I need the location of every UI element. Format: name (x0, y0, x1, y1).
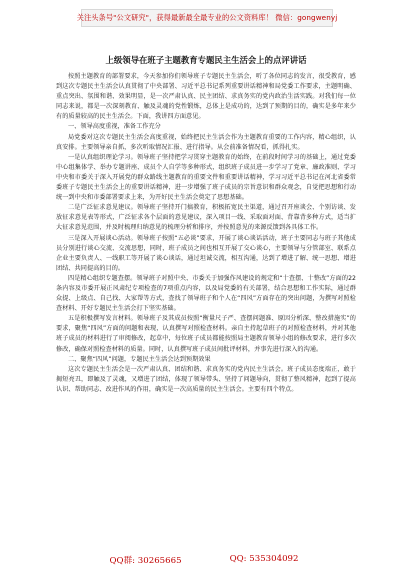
qq-group-number: QQ群: 30265665 (109, 556, 182, 566)
contact-footer (0, 554, 408, 566)
paragraph: 二是广泛征求意见建议。领导班子坚持开门搞教育，积极拓宽民主渠道，通过召开座谈会、个别访谈、发放征求意见表等形式，广泛征求各个层面的意见建议，深入项目一线、采取面对面、背靠背多种方式，适当扩大征求意见范围，并及时梳理归纳意见的梳理分析和排序，并按照意见的来源反馈到各具体工作。 (56, 204, 356, 232)
paragraph: 一是认真组织理论学习。领导班子坚持把学习贯穿主题教育的始终，在前段时间学习的基础上，通过党委中心组集体学、举办专题讲座、成员个人自学等多种形式，组织班子成员进一步学习了党章、廉政准则、学习中央和市委关于深入开展党的群众路线主题教育的重要文件和重要讲话精神，学习习近平总书记在河北省委常委班子专题民主生活会上的重要讲话精神，进一步增强了班子成员的宗旨意识和群众观念，自觉把思想和行动统一到中央和市委部署要求上来，为开好民主生活会奠定了思想基础。 (56, 153, 356, 202)
document-title: 上级领导在班子主题教育专题民主生活会上的点评讲话 (105, 55, 307, 65)
section-heading-1: 一、领导高度重视，准备工作充分 (68, 123, 161, 131)
document-page (56, 46, 356, 395)
section-heading-2: 二、聚焦“四风”问题，专题民主生活会达到预期效果 (68, 355, 211, 363)
qq-number: QQ: 535304092 (229, 554, 299, 564)
paragraph-intro: 按照主题教育的部署要求，今天参加你们领导班子专题民主生活会，听了各位同志的发言，很受教育，感到这次专题民主生活会认真贯彻了中央部署、习近平总书记系列重要讲话精神和局党委工作要求，主题明确、重点突出、氛围和谐、效果明显，是一次严肃认真、民主团结、求真务实的党内政治生活实践。对我们每一位同志来说，都是一次深刻教育、触及灵魂的党性锻炼，总体上是成功的，达到了预期的目的，确实是多年来少有的质量较高的民主生活会。下面，我讲四方面意见。 (56, 73, 356, 121)
paragraph: 局党委对这次专题民主生活会高度重视，始终把民主生活会作为主题教育重要的工作内容，精心组织，认真安排。主要领导亲自抓，多次听取情况汇报、进行指导。从会前准备情况看，抓得扎实。 (56, 133, 356, 151)
promo-banner-text: 关注头条号"公文研究"，获得最新最全最专业的公文资料库！ 微信：gongwenyj (76, 13, 338, 22)
paragraph: 五是积极撰写发言材料。领导班子及其成员按照“衡量尺子严、查摆问题准、原因分析深、整改措施实”的要求，聚焦“四风”方面的问题和表现，认真撰写对照检查材料。亲自主持起草班子的对照检查材料，并对其他班子成员的材料进行了审阅修改，起草中，每位班子成员都能按照局主题教育领导小组的修改要求，进行多次修改，确保对照检查材料的质量。同时，认真撰写班子成员间批评材料，并事先进行深入的沟通。 (56, 315, 356, 353)
paragraph: 这次专题民主生活会是一次严肃认真、团结和谐、求真务实的党内民主生活会。班子成员态度端正，敢于揭短亮丑，即触及了灵魂，又增进了团结，体现了领导带头、坚持了问题导向，贯彻了整风精神，起到了提高认识、帮助同志、改进作风的作用，确实是一次高质量的民主生活会。主要有四个特点。 (56, 365, 356, 393)
promo-banner (76, 9, 338, 27)
paragraph: 三是深入开展谈心活动。领导班子按照“五必谈”要求，开展了谈心谈话活动，班子主要同志与班子其他成员分别进行谈心交流、交流思想，同时，班子成员之间也相互开展了交心谈心，主要领导与分管部室、联系点企业主要负责人、一线职工等开展了谈心谈话，通过坦诚交流，相互沟通，达到了增进了解、统一思想、增进团结、共同提高的目的。 (56, 234, 356, 272)
paragraph: 四是精心组织专题查摆。领导班子对照中央、市委关于加强作风建设的规定和“十查摆、十整改”方面的22条内容及市委开展正风肃纪专项检查的7项重点内容，以及局党委的有关部署，结合思想和工作实际，通过群众提、上级点、自己找、大家帮等方式，查找了领导班子和个人在“四风”方面存在的突出问题，为撰写对照检查材料、开好专题民主生活会打下坚实基础。 (56, 274, 356, 313)
